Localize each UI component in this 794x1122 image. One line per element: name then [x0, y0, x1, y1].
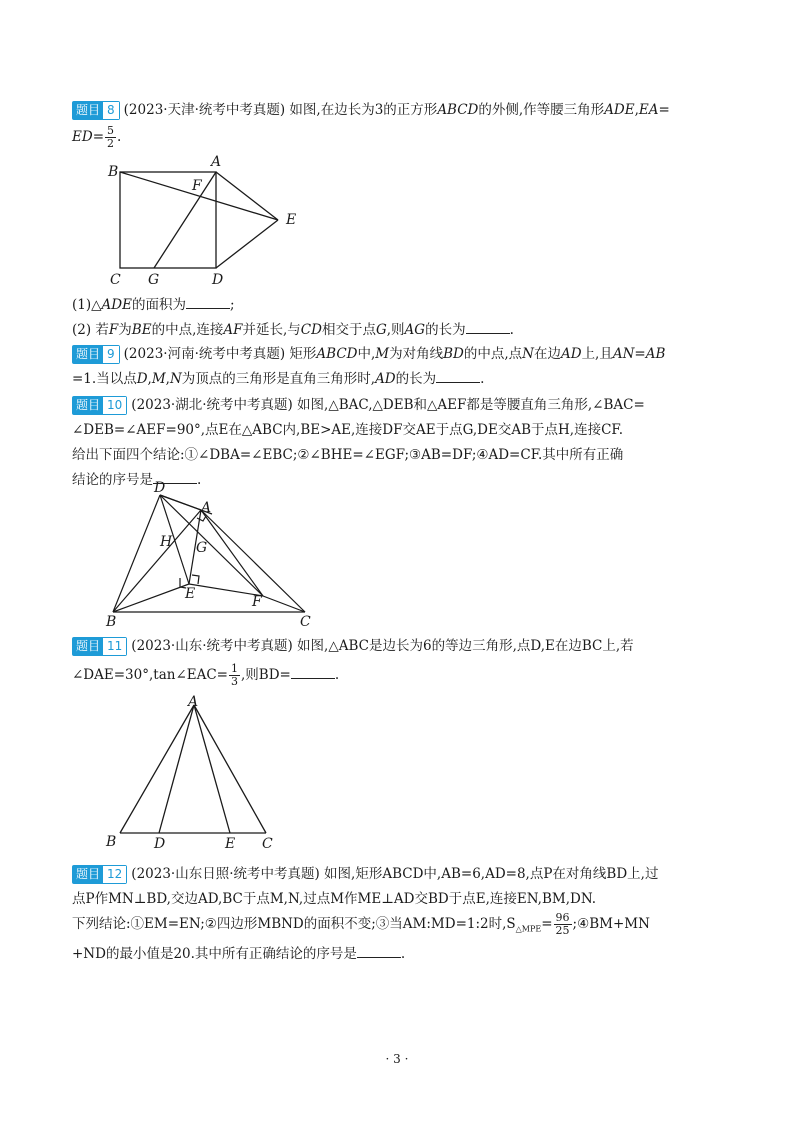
- label-C: C: [110, 272, 121, 288]
- question-8-1: (1)△ADE的面积为 ;: [72, 293, 724, 318]
- fraction: $\frac{96}{25}$: [555, 911, 570, 937]
- problem-tag: 题目 12: [72, 865, 127, 884]
- label-G: G: [148, 272, 160, 288]
- label-E: E: [185, 586, 196, 602]
- label-G: G: [196, 540, 208, 556]
- problem-10-line2: ∠DEB=∠AEF=90°,点E在△ABC内,BE>AE,连接DF交AE于点G,DE交AB于点H,连接CF.: [72, 422, 623, 438]
- figure-problem-10: [100, 478, 325, 628]
- label-H: H: [160, 534, 173, 550]
- label-D: D: [154, 480, 166, 496]
- label-F: F: [192, 178, 202, 194]
- label-B: B: [106, 834, 117, 850]
- figure-problem-8: [100, 152, 310, 292]
- label-C: C: [262, 836, 273, 852]
- problem-12-line4: +ND的最小值是20.其中所有正确结论的序号是 .: [72, 942, 724, 967]
- label-B: B: [108, 164, 119, 180]
- label-D: D: [212, 272, 224, 288]
- problem-8: [72, 98, 724, 150]
- label-A: A: [188, 694, 199, 710]
- problem-tag: 题目 11: [72, 637, 127, 656]
- answer-blank[interactable]: [357, 943, 401, 958]
- fraction: $\frac{5}{2}$: [107, 124, 114, 150]
- label-A: A: [201, 500, 212, 516]
- problem-10-line4: 结论的序号是 .: [72, 468, 724, 493]
- problem-tag: 题目 9: [72, 345, 120, 364]
- problem-11-line1: 题目 11 (2023·山东·统考中考真题) 如图,△ABC是边长为6的等边三角形,点D,E在边BC上,若: [72, 634, 724, 659]
- label-A: A: [211, 154, 222, 170]
- fraction: $\frac{1}{3}$: [231, 662, 238, 688]
- page-number: · 3 ·: [385, 1052, 409, 1066]
- answer-blank[interactable]: [466, 319, 510, 334]
- label-E: E: [225, 836, 236, 852]
- figure-problem-11: [100, 692, 285, 854]
- problem-9-line2: =1.当以点D,M,N为顶点的三角形是直角三角形时,AD的长为 .: [72, 367, 724, 392]
- problem-10-line3: 给出下面四个结论:①∠DBA=∠EBC;②∠BHE=∠EGF;③AB=DF;④AD=CF.其中所有正确: [72, 447, 624, 463]
- problem-11-line2: ∠DAE=30°,tan∠EAC= $\frac{1}{3}$ ,则BD= .: [72, 662, 340, 688]
- problem-12-line3: 下列结论:①EM=EN;②四边形MBND的面积不变;③当AM:MD=1:2时$,S_{\triangle MPE}=$ $\frac{96}{25}$ ;④BM+MN: [72, 911, 650, 937]
- problem-8-questions: [72, 293, 724, 343]
- problem-9-line1: 题目 9 (2023·河南·统考中考真题) 矩形ABCD中,M为对角线BD的中点,点N在边AD上,且AN=AB: [72, 342, 724, 367]
- question-8-2: (2) 若F为BE的中点,连接AF并延长,与CD相交于点G,则AG的长为 .: [72, 318, 724, 343]
- problem-9: [72, 342, 724, 392]
- problem-10-line1: 题目 10 (2023·湖北·统考中考真题) 如图,△BAC,△DEB和△AEF都是等腰直角三角形,∠BAC=: [72, 393, 724, 418]
- label-C: C: [300, 614, 311, 628]
- problem-8-line2: ED= $\frac{5}{2}$ .: [72, 124, 122, 150]
- answer-blank[interactable]: [291, 664, 335, 679]
- problem-12-line2: 点P作MN⊥BD,交边AD,BC于点M,N,过点M作ME⊥AD交BD于点E,连接EN,BM,DN.: [72, 891, 597, 907]
- answer-blank[interactable]: [436, 368, 480, 383]
- problem-8-line1: 题目 8 (2023·天津·统考中考真题) 如图,在边长为3的正方形ABCD的外侧,作等腰三角形ADE,EA=: [72, 98, 724, 123]
- problem-11: [72, 634, 724, 688]
- label-B: B: [106, 614, 117, 628]
- problem-tag: 题目 8: [72, 101, 120, 120]
- label-F: F: [252, 594, 262, 610]
- problem-tag: 题目 10: [72, 396, 127, 415]
- label-D: D: [154, 836, 166, 852]
- label-E: E: [286, 212, 297, 228]
- problem-12: [72, 862, 724, 967]
- answer-blank[interactable]: [186, 294, 230, 309]
- problem-12-line1: 题目 12 (2023·山东日照·统考中考真题) 如图,矩形ABCD中,AB=6,AD=8,点P在对角线BD上,过: [72, 862, 724, 887]
